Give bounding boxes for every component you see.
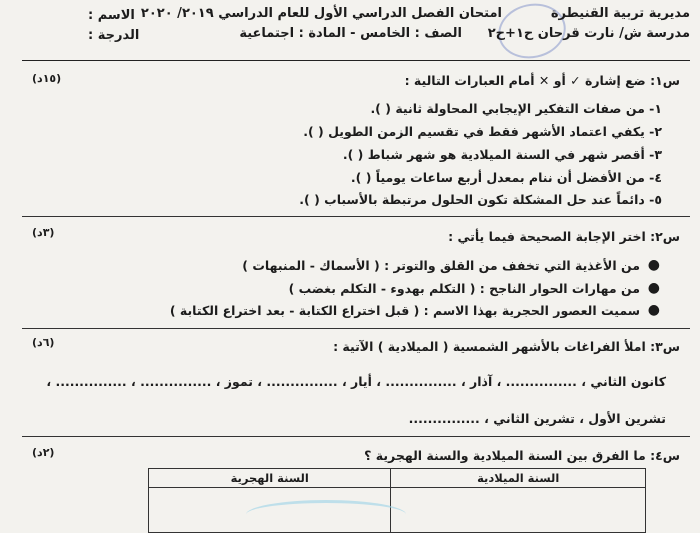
q3-divider bbox=[22, 436, 690, 437]
bullet-icon: ● bbox=[647, 257, 660, 273]
q1-marks: (١٥د) bbox=[32, 72, 62, 85]
q4-title: س٤: ما الفرق بين السنة الميلادية والسنة الهجرية ؟ bbox=[364, 448, 680, 463]
q1-item: ٣- أقصر شهر في السنة الميلادية هو شهر شباط ( ). bbox=[342, 147, 662, 162]
q2-title: س٢: اختر الإجابة الصحيحة فيما يأتي : bbox=[448, 229, 680, 244]
q2-marks: (٣د) bbox=[32, 226, 55, 239]
q2-item: سميت العصور الحجرية بهذا الاسم : ( قبل اختراع الكتابة - بعد اختراع الكتابة ) bbox=[169, 303, 640, 318]
q2-item: من مهارات الحوار الناجح : ( التكلم بهدوء - التكلم بغضب ) bbox=[288, 281, 640, 296]
table-header-gregorian: السنة الميلادية bbox=[391, 469, 646, 488]
q3-blank-line: تشرين الأول ، تشرين الثاني ، ............... bbox=[408, 411, 666, 426]
student-name-label: الاسم : bbox=[88, 8, 135, 23]
table-header-row bbox=[149, 469, 646, 488]
school-label: مدرسة ش/ نارت قرحان ح١+ح٢ bbox=[487, 26, 690, 41]
exam-title: امتحان الفصل الدراسي الأول للعام الدراسي ٢٠١٩/ ٢٠٢٠ bbox=[140, 6, 502, 21]
bullet-icon: ● bbox=[647, 280, 660, 296]
table-header-hijri: السنة الهجرية bbox=[149, 469, 391, 488]
directorate-label: مديرية تربية القنيطرة bbox=[550, 6, 690, 21]
q4-marks: (٢د) bbox=[32, 446, 55, 459]
q1-item: ٤- من الأفضل أن ننام بمعدل أربع ساعات يومياً ( ). bbox=[350, 170, 662, 185]
q1-item: ١- من صفات التفكير الإيجابي المحاولة ثانية ( ). bbox=[370, 101, 662, 116]
bullet-icon: ● bbox=[647, 302, 660, 318]
q1-divider bbox=[22, 216, 690, 217]
q3-blank-line: كانون الثاني ، ............... ، آذار ، ............... ، أيار ، ............... ، تموز ، ............... ، ............... ، bbox=[46, 374, 666, 389]
q1-title: س١: ضع إشارة ✓ أو ✕ أمام العبارات التالية : bbox=[404, 73, 680, 88]
q3-title: س٣: املأ الفراغات بالأشهر الشمسية ( الميلادية ) الآتية : bbox=[333, 339, 680, 354]
class-subject-label: الصف : الخامس - المادة : اجتماعية bbox=[239, 26, 462, 41]
q3-marks: (٦د) bbox=[32, 336, 55, 349]
q1-item: ٥- دائماً عند حل المشكلة تكون الحلول مرتبطة بالأسباب ( ). bbox=[299, 192, 662, 207]
q2-divider bbox=[22, 328, 690, 329]
q1-item: ٢- يكفي اعتماد الأشهر فقط في تقسيم الزمن الطويل ( ). bbox=[303, 124, 662, 139]
q2-item: من الأغذية التي تخفف من القلق والتوتر : ( الأسماك - المنبهات ) bbox=[242, 258, 640, 273]
student-grade-label: الدرجة : bbox=[88, 28, 140, 43]
watermark-swirl bbox=[246, 500, 406, 529]
header-divider bbox=[22, 60, 690, 61]
